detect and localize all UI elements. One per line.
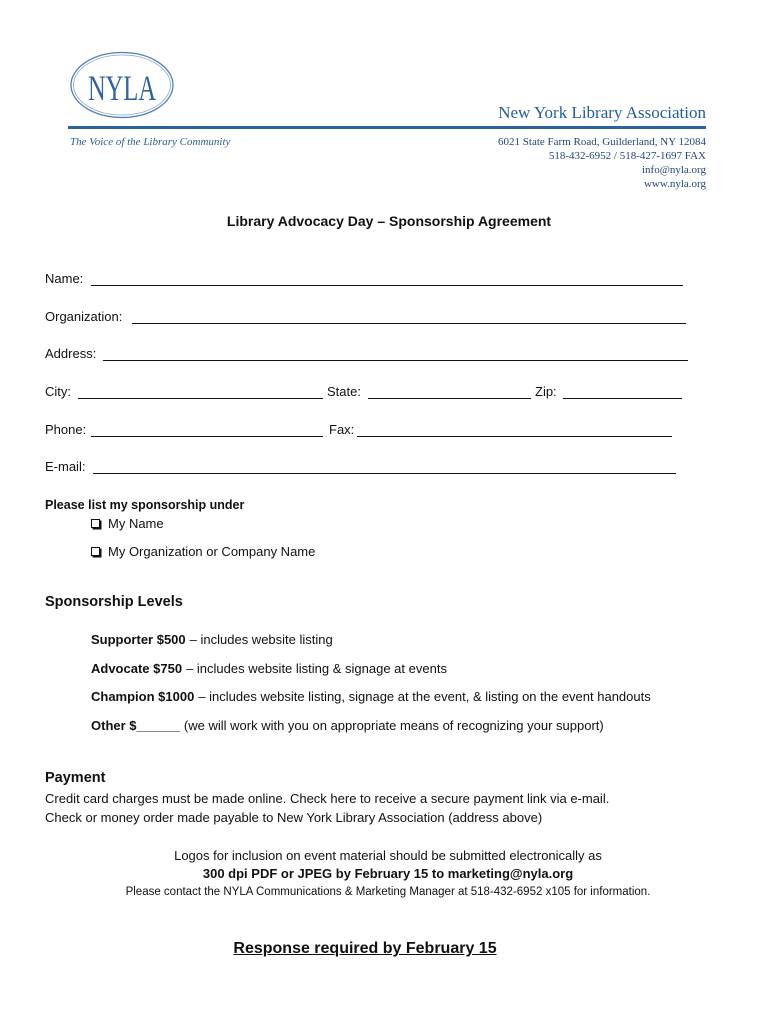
- state-label: State:: [327, 384, 361, 399]
- contact-email: info@nyla.org: [641, 164, 706, 176]
- checkbox-icon[interactable]: [91, 519, 100, 528]
- sponsorship-levels-heading: Sponsorship Levels: [45, 594, 183, 610]
- email-row: [0, 459, 770, 475]
- response-deadline: Response required by February 15: [233, 940, 497, 957]
- listing-option-my-name[interactable]: [0, 516, 770, 532]
- phone-label: Phone:: [45, 422, 87, 437]
- zip-label: Zip:: [535, 384, 557, 399]
- city-label: City:: [45, 384, 71, 399]
- logo-note-line-1: Logos for inclusion on event material should be submitted electronically as: [174, 848, 602, 863]
- fax-field[interactable]: [357, 422, 672, 437]
- tagline: The Voice of the Library Community: [70, 136, 231, 148]
- fax-label: Fax:: [329, 422, 355, 437]
- level-name: Other $______: [91, 718, 180, 733]
- logo-note-line-2: 300 dpi PDF or JPEG by February 15 to marketing@nyla.org: [202, 866, 574, 881]
- level-name: Supporter $500: [91, 632, 186, 647]
- address-label: Address:: [45, 346, 97, 361]
- address-field[interactable]: [103, 346, 688, 361]
- organization-label: Organization:: [45, 309, 123, 324]
- email-field[interactable]: [93, 459, 676, 474]
- level-description: – includes website listing, signage at the event, & listing on the event handouts: [198, 689, 651, 704]
- level-name: Advocate $750: [91, 661, 183, 676]
- payment-check-text: Check or money order made payable to New York Library Association (address above): [45, 810, 543, 825]
- level-description: (we will work with you on appropriate means of recognizing your support): [183, 718, 604, 733]
- state-field[interactable]: [368, 384, 531, 399]
- email-label: E-mail:: [45, 459, 86, 474]
- payment-heading: Payment: [45, 770, 106, 786]
- name-row: [0, 271, 770, 287]
- listing-option-organization[interactable]: [0, 544, 770, 560]
- header-divider: [68, 126, 706, 129]
- level-name: Champion $1000: [91, 689, 195, 704]
- contact-block: [498, 135, 706, 191]
- logo-text: NYLA: [88, 68, 157, 108]
- level-other: [91, 718, 604, 734]
- phone-fax-row: [0, 422, 770, 438]
- level-description: – includes website listing: [189, 632, 333, 647]
- organization-field[interactable]: [132, 309, 686, 324]
- phone-field[interactable]: [91, 422, 323, 437]
- zip-field[interactable]: [563, 384, 682, 399]
- name-field[interactable]: [91, 271, 683, 286]
- contact-phone-fax: 518-432-6952 / 518-427-1697 FAX: [548, 150, 706, 162]
- organization-row: [0, 309, 770, 325]
- document-title: Library Advocacy Day – Sponsorship Agreement: [226, 213, 552, 229]
- listing-option-label: My Organization or Company Name: [108, 544, 316, 559]
- nyla-logo: [64, 48, 180, 124]
- level-champion: [91, 689, 651, 705]
- logo-note-line-3: Please contact the NYLA Communications & Marketing Manager at 518-432-6952 x105 for information.: [125, 886, 651, 898]
- listing-option-label: My Name: [108, 516, 164, 531]
- organization-name: New York Library Association: [498, 103, 706, 122]
- name-label: Name:: [45, 271, 84, 286]
- address-row: [0, 346, 770, 362]
- contact-address: 6021 State Farm Road, Guilderland, NY 12084: [498, 136, 706, 148]
- level-supporter: [91, 632, 333, 648]
- level-description: – includes website listing & signage at events: [186, 661, 447, 676]
- listing-prompt: Please list my sponsorship under: [45, 498, 245, 512]
- city-state-zip-row: [0, 384, 770, 400]
- payment-credit-card-text: Credit card charges must be made online. Check here to receive a secure payment link via e-mail.: [45, 791, 610, 806]
- contact-website: www.nyla.org: [643, 178, 706, 190]
- level-advocate: [91, 661, 447, 677]
- checkbox-icon[interactable]: [91, 547, 100, 556]
- city-field[interactable]: [78, 384, 323, 399]
